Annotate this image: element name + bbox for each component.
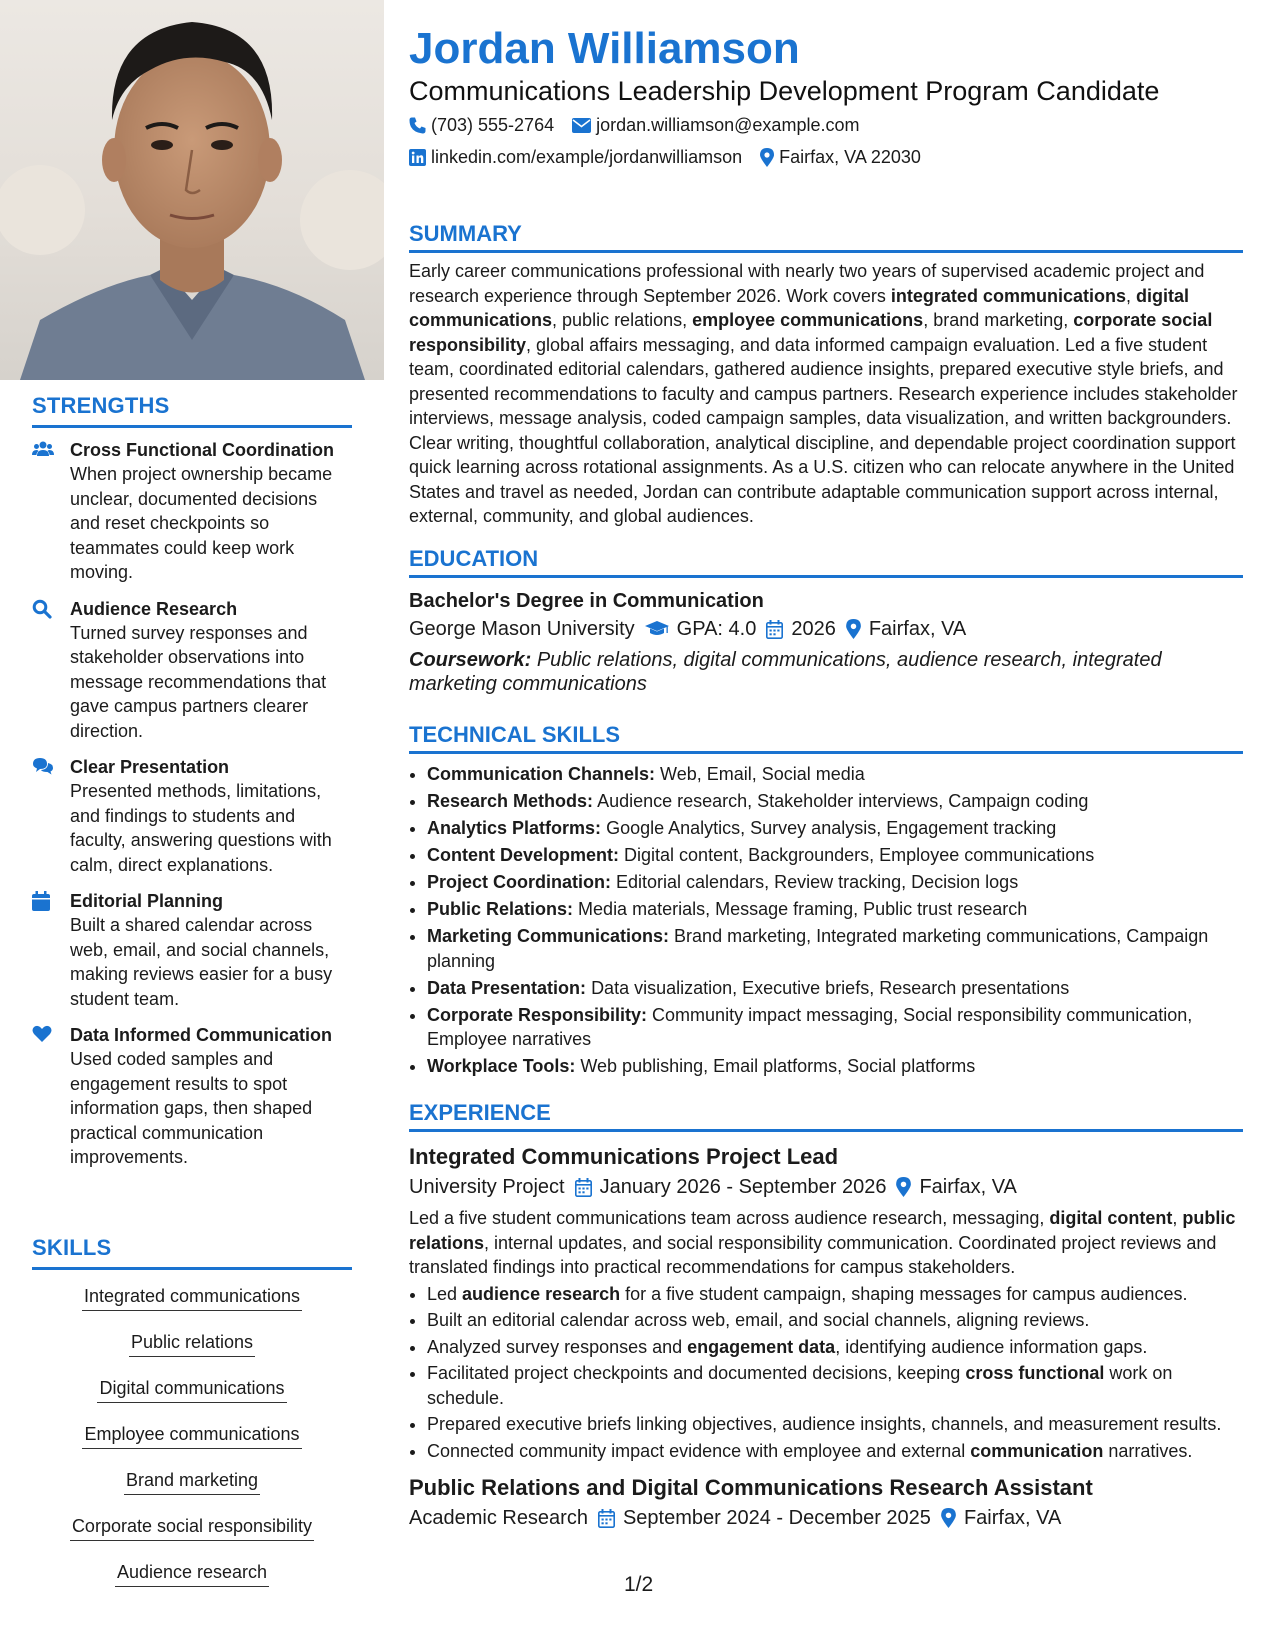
search-icon [32, 599, 54, 619]
skills-heading: SKILLS [32, 1235, 352, 1270]
calendar-icon [575, 1178, 592, 1197]
skill-tag: Integrated communications [82, 1284, 302, 1311]
phone-icon [409, 117, 426, 134]
linkedin-icon [409, 149, 426, 166]
school-name: George Mason University [409, 618, 635, 640]
job-dates: September 2024 - December 2025 [622, 1507, 931, 1529]
grad-year: 2026 [791, 618, 836, 640]
list-item: • Built an editorial calendar across web, email, and social channels, aligning reviews. [427, 1308, 1243, 1333]
strength-desc: Turned survey responses and stakeholder observations into message recommendations that gave campus partners clearer direction. [70, 622, 327, 741]
job-dates-item [598, 1503, 931, 1533]
calendar-icon [766, 620, 783, 639]
graduation-cap-icon [645, 620, 669, 638]
list-item: • Facilitated project checkpoints and documented decisions, keeping cross functional work on schedule. [427, 1361, 1243, 1410]
education-location-text: Fairfax, VA [868, 618, 967, 640]
technical-skills-heading: TECHNICAL SKILLS [409, 722, 1243, 754]
map-pin-icon [846, 619, 861, 639]
heart-icon [32, 1025, 54, 1045]
job-location-item [896, 1172, 1016, 1202]
list-item: • Research Methods: Audience research, Stakeholder interviews, Campaign coding [427, 789, 1243, 814]
strength-item [32, 597, 352, 744]
experience-heading: EXPERIENCE [409, 1100, 1243, 1132]
summary-heading: SUMMARY [409, 221, 1243, 253]
gpa-item [645, 614, 757, 644]
comments-icon [32, 757, 54, 777]
job-org: Academic Research [409, 1507, 588, 1529]
skills-list [32, 1284, 352, 1606]
job-org: University Project [409, 1176, 565, 1198]
list-item: • Analytics Platforms: Google Analytics, Survey analysis, Engagement tracking [427, 816, 1243, 841]
list-item: • Led audience research for a five student campaign, shaping messages for campus audiences. [427, 1282, 1243, 1307]
skill-tag: Employee communications [82, 1422, 301, 1449]
strength-desc: Presented methods, limitations, and findings to students and faculty, answering questions with calm, direct explanations. [70, 781, 332, 875]
phone-text: (703) 555-2764 [431, 115, 555, 135]
coursework: Coursework: Public relations, digital communications, audience research, integrated marketing communications [409, 649, 1162, 695]
skill-tag: Corporate social responsibility [70, 1514, 314, 1541]
experience-section [409, 1100, 1243, 1533]
strength-desc: When project ownership became unclear, documented decisions and reset checkpoints so teammates could keep work moving. [70, 464, 333, 582]
skill-tag: Audience research [115, 1560, 269, 1587]
skill-tag: Digital communications [97, 1376, 286, 1403]
sidebar [0, 0, 384, 1650]
contact-row-2 [409, 145, 921, 169]
list-item: • Corporate Responsibility: Community impact messaging, Social responsibility communication, Employee narratives [427, 1003, 1243, 1052]
list-item: • Project Coordination: Editorial calendars, Review tracking, Decision logs [427, 870, 1243, 895]
map-pin-icon [896, 1177, 911, 1197]
phone-item [409, 113, 554, 137]
job-title: Public Relations and Digital Communications Research Assistant [409, 1475, 1093, 1500]
job-description: Led a five student communications team across audience research, messaging, digital content, public relations, internal updates, and social responsibility communication. Coordinated project reviews and translated findings into practical recommendations for campus stakeholders. [409, 1208, 1236, 1277]
skill-tag: Brand marketing [124, 1468, 260, 1495]
education-section [409, 546, 1243, 696]
list-item: • Content Development: Digital content, Backgrounders, Employee communications [427, 843, 1243, 868]
strength-title: Audience Research [70, 598, 238, 619]
list-item: • Public Relations: Media materials, Message framing, Public trust research [427, 897, 1243, 922]
strength-item [32, 755, 352, 877]
email-text[interactable]: jordan.williamson@example.com [596, 115, 860, 135]
envelope-icon [572, 118, 591, 133]
strength-item [32, 438, 352, 585]
job-location: Fairfax, VA [919, 1176, 1017, 1198]
users-icon [32, 440, 54, 460]
map-pin-icon [760, 148, 774, 167]
contact-row [409, 113, 859, 137]
list-item: • Connected community impact evidence with employee and external communication narratives. [427, 1439, 1243, 1464]
list-item: • Analyzed survey responses and engagement data, identifying audience information gaps. [427, 1335, 1243, 1360]
list-item: • Workplace Tools: Web publishing, Email platforms, Social platforms [427, 1054, 1243, 1079]
strength-title: Clear Presentation [70, 757, 230, 777]
strength-title: Editorial Planning [70, 891, 224, 911]
list-item: • Communication Channels: Web, Email, Social media [427, 762, 1243, 787]
strength-desc: Used coded samples and engagement results to spot information gaps, then shaped practical communication improvements. [70, 1049, 313, 1167]
strength-item [32, 889, 352, 1011]
list-item: • Data Presentation: Data visualization, Executive briefs, Research presentations [427, 976, 1243, 1001]
job-location: Fairfax, VA [963, 1507, 1062, 1529]
page-number: 1/2 [624, 1573, 654, 1596]
linkedin-text[interactable]: linkedin.com/example/jordanwilliamson [431, 147, 743, 167]
gpa-text: GPA: 4.0 [676, 618, 757, 640]
calendar-icon [32, 891, 54, 911]
candidate-name: Jordan Williamson [409, 24, 800, 73]
list-item: • Marketing Communications: Brand marketing, Integrated marketing communications, Campaign planning [427, 924, 1243, 973]
job-bullets [409, 1282, 1243, 1464]
education-location [846, 614, 966, 644]
candidate-headline: Communications Leadership Development Program Candidate [409, 76, 1160, 106]
technical-skills-section [409, 722, 1243, 1081]
strength-desc: Built a shared calendar across web, email, and social channels, making reviews easier for a busy student team. [70, 915, 333, 1009]
list-item: • Prepared executive briefs linking objectives, audience insights, channels, and measurement results. [427, 1412, 1243, 1437]
summary-section [409, 221, 1243, 529]
calendar-icon [598, 1509, 615, 1528]
education-heading: EDUCATION [409, 546, 1243, 578]
skills-section [32, 1235, 352, 1606]
location-item [760, 145, 921, 169]
profile-photo [0, 0, 384, 380]
strengths-section [32, 393, 352, 1170]
job-title: Integrated Communications Project Lead [409, 1144, 839, 1169]
job-meta [409, 1503, 1243, 1533]
job-dates: January 2026 - September 2026 [599, 1176, 887, 1198]
linkedin-item[interactable] [409, 145, 742, 169]
technical-skills-list [409, 762, 1243, 1079]
strengths-heading: STRENGTHS [32, 393, 352, 428]
strength-title: Cross Functional Coordination [70, 440, 334, 460]
strength-item [32, 1023, 352, 1170]
job-location-item [941, 1503, 1061, 1533]
job-dates-item [575, 1172, 887, 1202]
year-item [766, 614, 836, 644]
email-item[interactable] [572, 113, 859, 137]
education-meta [409, 614, 1243, 644]
job-meta [409, 1172, 1243, 1202]
location-text: Fairfax, VA 22030 [779, 147, 921, 167]
map-pin-icon [941, 1508, 956, 1528]
degree-title: Bachelor's Degree in Communication [409, 590, 764, 612]
skill-tag: Public relations [129, 1330, 255, 1357]
summary-text: Early career communications professional with nearly two years of supervised academic project and research experience through September 2026. Work covers integrated communications, digital communications, public relations, employee communications, brand marketing, corporate social responsibility, global affairs messaging, and data informed campaign evaluation. Led a five student team, coordinated editorial calendars, gathered audience insights, prepared executive style briefs, and presented recommendations to faculty and campus partners. Research experience includes stakeholder interviews, message analysis, coded campaign samples, data visualization, and written backgrounders. Clear writing, thoughtful collaboration, analytical discipline, and dependable project coordination support quick learning across rotational assignments. As a U.S. citizen who can relocate anywhere in the United States and travel as needed, Jordan can contribute adaptable communication support across internal, external, community, and global audiences. [409, 261, 1238, 526]
strength-title: Data Informed Communication [70, 1025, 333, 1045]
